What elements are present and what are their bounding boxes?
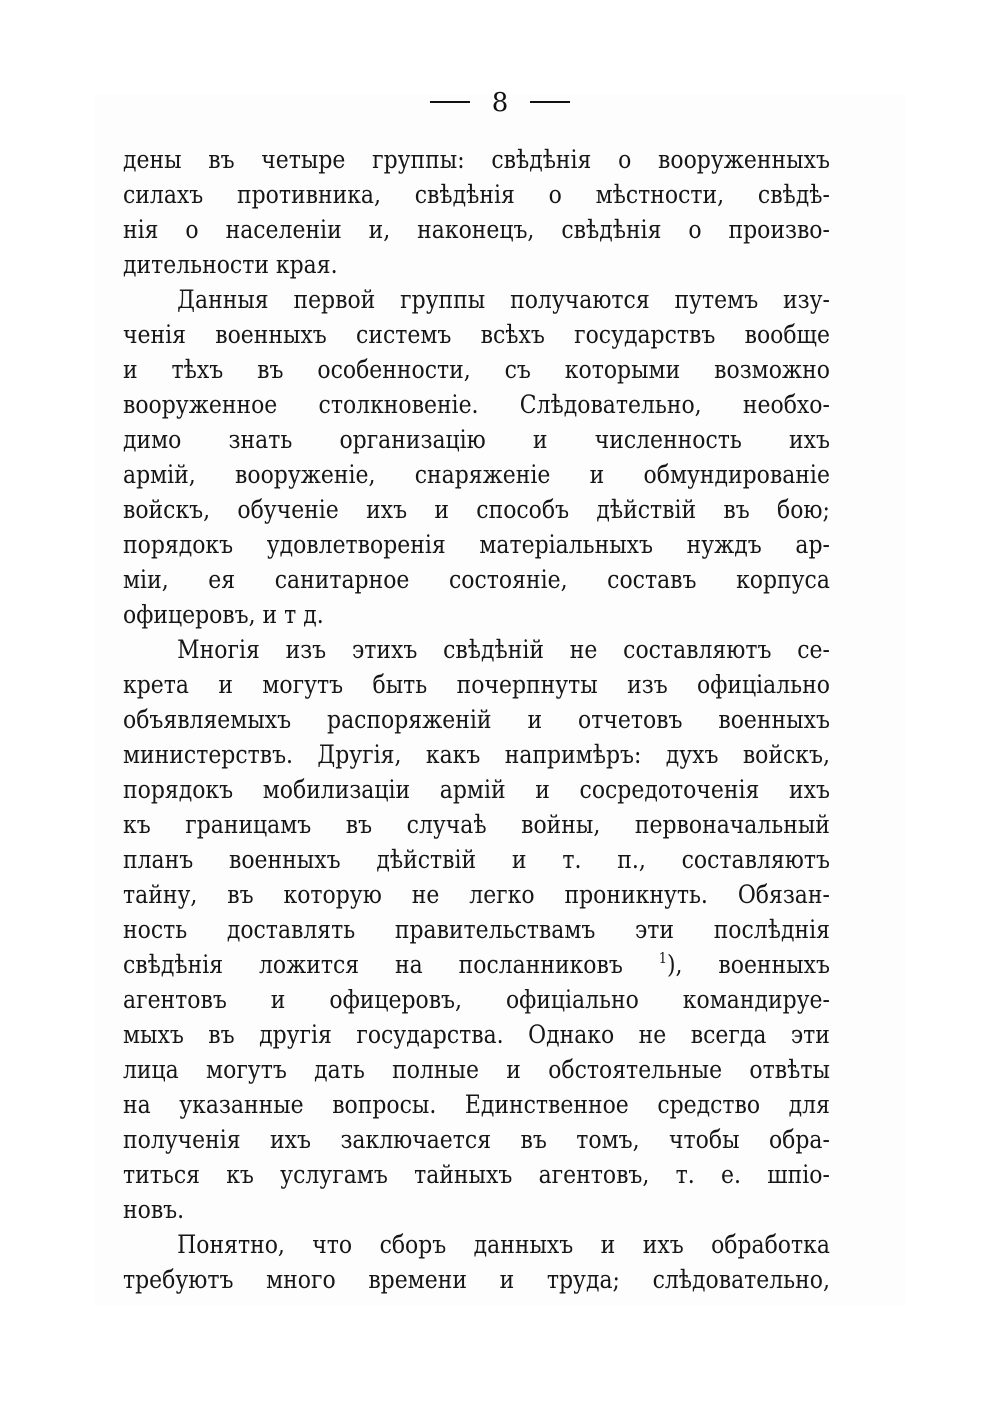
text-line: дительности края. (123, 250, 338, 280)
text-line: планъ военныхъ дѣйствій и т. п., составляютъ (123, 845, 830, 875)
text-line: требуютъ много времени и труда; слѣдовательно, (123, 1265, 830, 1295)
text-line: міи, ея санитарное состояніе, составъ корпуса (123, 565, 830, 595)
page-number-dash-left (430, 101, 470, 103)
text-fragment: свѣдѣнія ложится на посланниковъ (123, 950, 623, 980)
text-line: титься къ услугамъ тайныхъ агентовъ, т. е. шпіо- (123, 1160, 830, 1190)
page-number-value: 8 (491, 88, 509, 118)
paragraph-4 (123, 1228, 830, 1298)
text-line: Многія изъ этихъ свѣдѣній не составляютъ се- (177, 635, 830, 665)
text-line: полученія ихъ заключается въ томъ, чтобы обра- (123, 1125, 830, 1155)
text-line: Понятно, что сборъ данныхъ и ихъ обработка (177, 1230, 830, 1260)
text-line: дены въ четыре группы: свѣдѣнія о вооруженныхъ (123, 145, 830, 175)
text-line: мыхъ въ другія государства. Однако не всегда эти (123, 1020, 830, 1050)
text-line: объявляемыхъ распоряженій и отчетовъ военныхъ (123, 705, 830, 735)
text-line: порядокъ удовлетворенія матеріальныхъ нуждъ ар- (123, 530, 830, 560)
text-line: офицеровъ, и т д. (123, 600, 324, 630)
text-line: министерствъ. Другія, какъ напримѣръ: духъ войскъ, (123, 740, 830, 770)
text-line: ность доставлять правительствамъ эти послѣднія (123, 915, 830, 945)
text-line: силахъ противника, свѣдѣнія о мѣстности, свѣдѣ- (123, 180, 830, 210)
text-line: и тѣхъ въ особенности, съ которыми возможно (123, 355, 830, 385)
footnote-marker[interactable]: 1 (658, 949, 667, 967)
text-line: агентовъ и офицеровъ, офиціально командируе- (123, 985, 830, 1015)
text-line: вооруженное столкновеніе. Слѣдовательно, необхо- (123, 390, 830, 420)
paragraph-2 (123, 283, 830, 633)
page-number-dash-right (530, 101, 570, 103)
body-text (123, 143, 830, 1298)
page-number (0, 88, 1000, 118)
text-line-with-footnote (123, 948, 830, 983)
text-line: крета и могутъ быть почерпнуты изъ офиціально (123, 670, 830, 700)
text-line: ченія военныхъ системъ всѣхъ государствъ вообще (123, 320, 830, 350)
paragraph-1 (123, 143, 830, 283)
text-line: новъ. (123, 1195, 185, 1225)
text-line: димо знать организацію и численность ихъ (123, 425, 830, 455)
text-fragment: ), военныхъ (666, 950, 830, 980)
text-line: нія о населеніи и, наконецъ, свѣдѣнія о произво- (123, 215, 830, 245)
text-line: порядокъ мобилизаціи армій и сосредоточенія ихъ (123, 775, 830, 805)
text-line: армій, вооруженіе, снаряженіе и обмундированіе (123, 460, 830, 490)
text-line: къ границамъ въ случаѣ войны, первоначальный (123, 810, 830, 840)
text-line: на указанные вопросы. Единственное средство для (123, 1090, 830, 1120)
text-line: войскъ, обученіе ихъ и способъ дѣйствій въ бою; (123, 495, 830, 525)
text-line: тайну, въ которую не легко проникнуть. Обязан- (123, 880, 830, 910)
text-line: лица могутъ дать полные и обстоятельные отвѣты (123, 1055, 830, 1085)
text-line: Данныя первой группы получаются путемъ изу- (177, 285, 830, 315)
paragraph-3 (123, 633, 830, 1228)
